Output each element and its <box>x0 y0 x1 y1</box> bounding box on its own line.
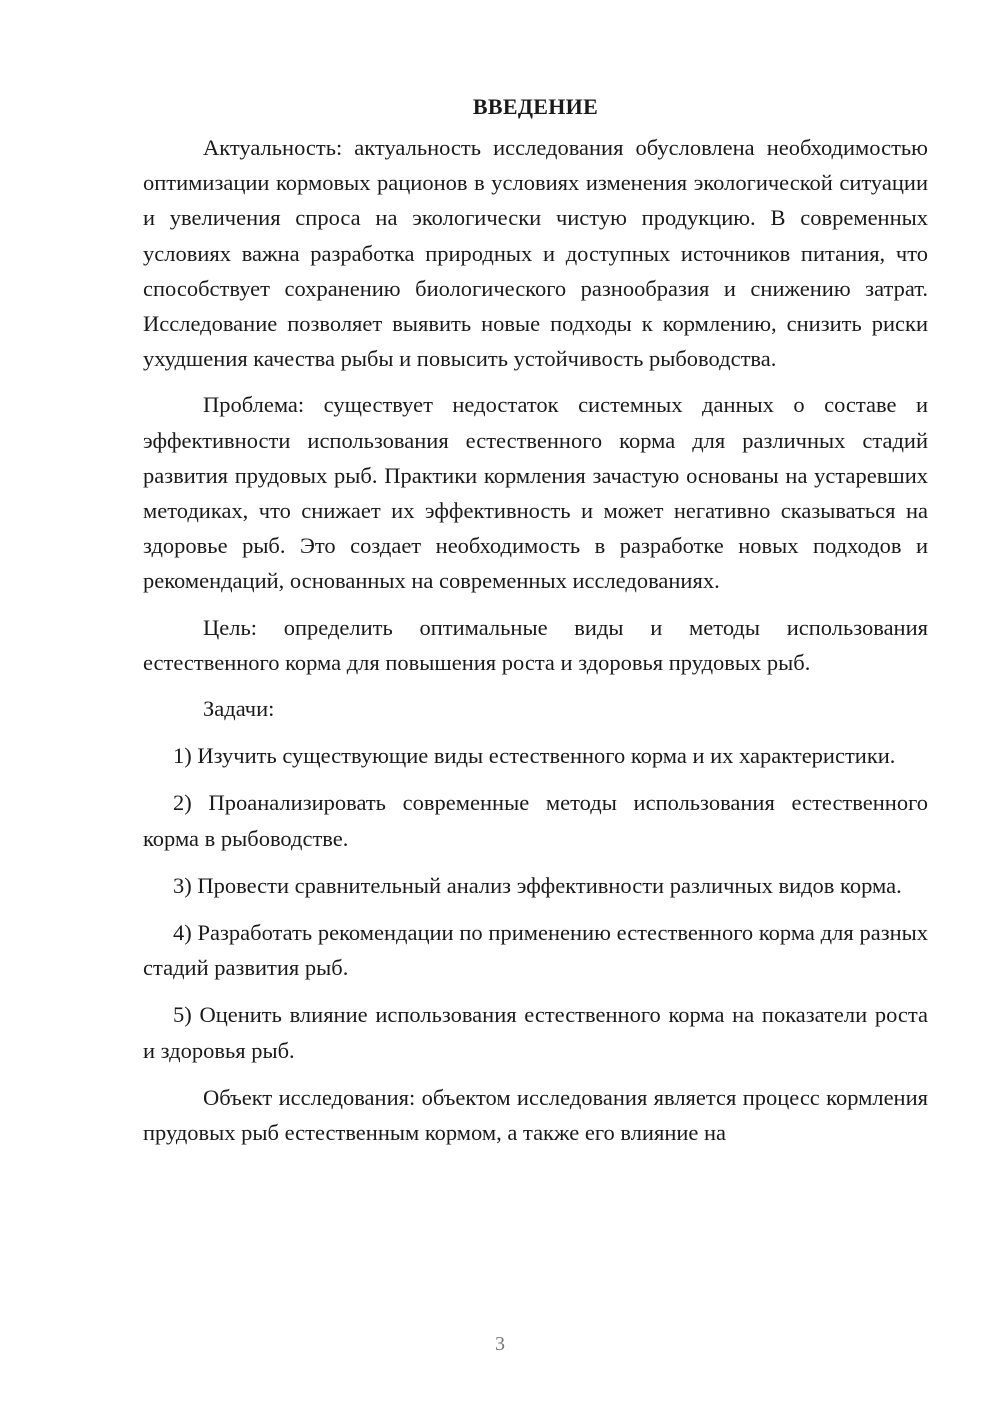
task-item-3: 3) Провести сравнительный анализ эффективности различных видов корма. <box>173 872 902 898</box>
task-item-2: 2) Проанализировать современные методы использования естественного корма в рыбоводстве. <box>143 790 928 851</box>
page-number: 3 <box>495 1333 505 1355</box>
paragraph-goal: Цель: определить оптимальные виды и методы использования естественного корма для повышения роста и здоровья прудовых рыб. <box>143 614 928 675</box>
paragraph-object: Объект исследования: объектом исследования является процесс кормления прудовых рыб естественным кормом, а также его влияние на <box>143 1084 928 1146</box>
task-item-5: 5) Оценить влияние использования естественного корма на показатели роста и здоровья рыб. <box>143 1002 928 1063</box>
paragraph-problem: Проблема: существует недостаток системных данных о составе и эффективности использования естественного корма для различных стадий развития прудовых рыб. Практики кормления зачастую основаны на устаревших методиках, что снижает их эффективность и может негативно сказываться на здоровье рыб. Это создает необходимость в разработке новых подходов и рекомендаций, основанных на современных исследованиях. <box>143 392 928 594</box>
document-page <box>143 92 928 1150</box>
paragraph-relevance: Актуальность: актуальность исследования обусловлена необходимостью оптимизации кормовых рационов в условиях изменения экологической ситуации и увеличения спроса на экологически чистую продукцию. В современных условиях важна разработка природных и доступных источников питания, что способствует сохранению биологического разнообразия и снижению затрат. Исследование позволяет выявить новые подходы к кормлению, снизить риски ухудшения качества рыбы и повысить устойчивость рыбоводства. <box>143 135 928 372</box>
task-item-1: 1) Изучить существующие виды естественного корма и их характеристики. <box>173 743 896 769</box>
tasks-label: Задачи: <box>203 696 275 722</box>
task-item-4: 4) Разработать рекомендации по применению естественного корма для разных стадий развития рыб. <box>143 920 928 981</box>
section-heading: ВВЕДЕНИЕ <box>472 94 599 119</box>
